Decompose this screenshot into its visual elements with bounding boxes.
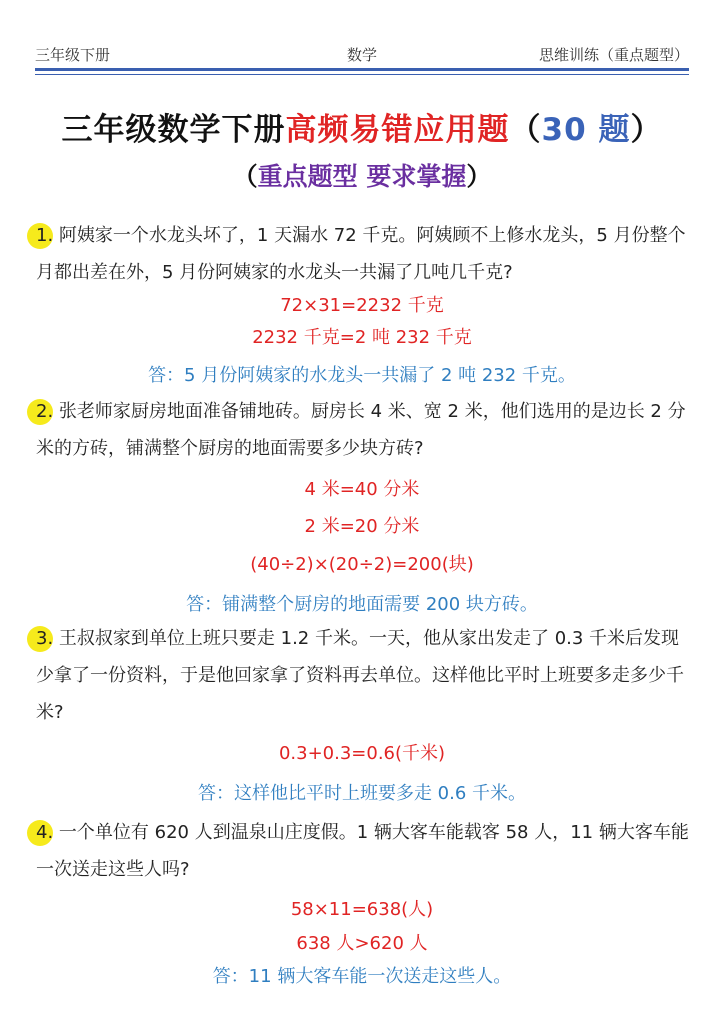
question-4 bbox=[36, 814, 690, 888]
question-number: 2. bbox=[36, 393, 53, 430]
header-rule bbox=[35, 68, 689, 71]
answer-line: 答：5 月份阿姨家的水龙头一共漏了 2 吨 232 千克。 bbox=[148, 365, 576, 386]
subtitle-paren-close: ） bbox=[466, 162, 492, 191]
answer-line: 答：铺满整个厨房的地面需要 200 块方砖。 bbox=[186, 594, 538, 615]
question-3 bbox=[36, 620, 690, 731]
title-topic: 高频易错应用题 bbox=[285, 112, 510, 148]
header-subject: 数学 bbox=[346, 46, 377, 64]
title-paren-close: ） bbox=[630, 112, 663, 148]
question-text: 王叔叔家到单位上班只要走 1.2 千米。一天，他从家出发走了 0.3 千米后发现少拿了一份资料，于是他回家拿了资料再去单位。这样他比平时上班要多走多少千米? bbox=[36, 628, 684, 723]
question-text: 阿姨家一个水龙头坏了，1 天漏水 72 千克。阿姨顾不上修水龙头，5 月份整个月都出差在外，5 月份阿姨家的水龙头一共漏了几吨几千克? bbox=[36, 225, 686, 283]
calc-line: (40÷2)×(20÷2)=200(块) bbox=[250, 554, 474, 575]
page-title bbox=[0, 104, 724, 149]
calc-line: 72×31=2232 千克 bbox=[280, 295, 444, 316]
calc-line: 4 米=40 分米 bbox=[304, 479, 420, 500]
page-subtitle bbox=[0, 157, 724, 193]
question-number: 4. bbox=[36, 814, 53, 851]
calc-line: 2 米=20 分米 bbox=[304, 516, 420, 537]
header-grade: 三年级下册 bbox=[35, 46, 111, 64]
calc-line: 2232 千克=2 吨 232 千克 bbox=[252, 327, 472, 348]
calc-line: 638 人>620 人 bbox=[296, 933, 428, 954]
calc-line: 58×11=638(人) bbox=[290, 899, 434, 920]
title-paren-open: （ bbox=[509, 112, 542, 148]
calc-line: 0.3+0.3=0.6(千米) bbox=[278, 743, 446, 764]
answer-line: 答：这样他比平时上班要多走 0.6 千米。 bbox=[197, 783, 527, 804]
question-2 bbox=[36, 393, 690, 467]
title-grade-subject: 三年级数学下册 bbox=[61, 112, 286, 148]
header-rule-thin bbox=[35, 74, 689, 75]
question-1 bbox=[36, 217, 690, 291]
question-number: 3. bbox=[36, 620, 53, 657]
subtitle-paren-open: （ bbox=[232, 162, 258, 191]
header-category: 思维训练（重点题型） bbox=[538, 46, 689, 64]
answer-line: 答：11 辆大客车能一次送走这些人。 bbox=[212, 966, 512, 987]
page-header bbox=[35, 44, 689, 68]
question-number: 1. bbox=[36, 217, 53, 254]
question-text: 一个单位有 620 人到温泉山庄度假。1 辆大客车能载客 58 人，11 辆大客车能一次送走这些人吗? bbox=[36, 822, 689, 880]
title-count: 30 题 bbox=[541, 112, 631, 148]
question-text: 张老师家厨房地面准备铺地砖。厨房长 4 米、宽 2 米，他们选用的是边长 2 分米的方砖，铺满整个厨房的地面需要多少块方砖? bbox=[36, 401, 686, 459]
subtitle-text: 重点题型 要求掌握 bbox=[257, 162, 467, 191]
